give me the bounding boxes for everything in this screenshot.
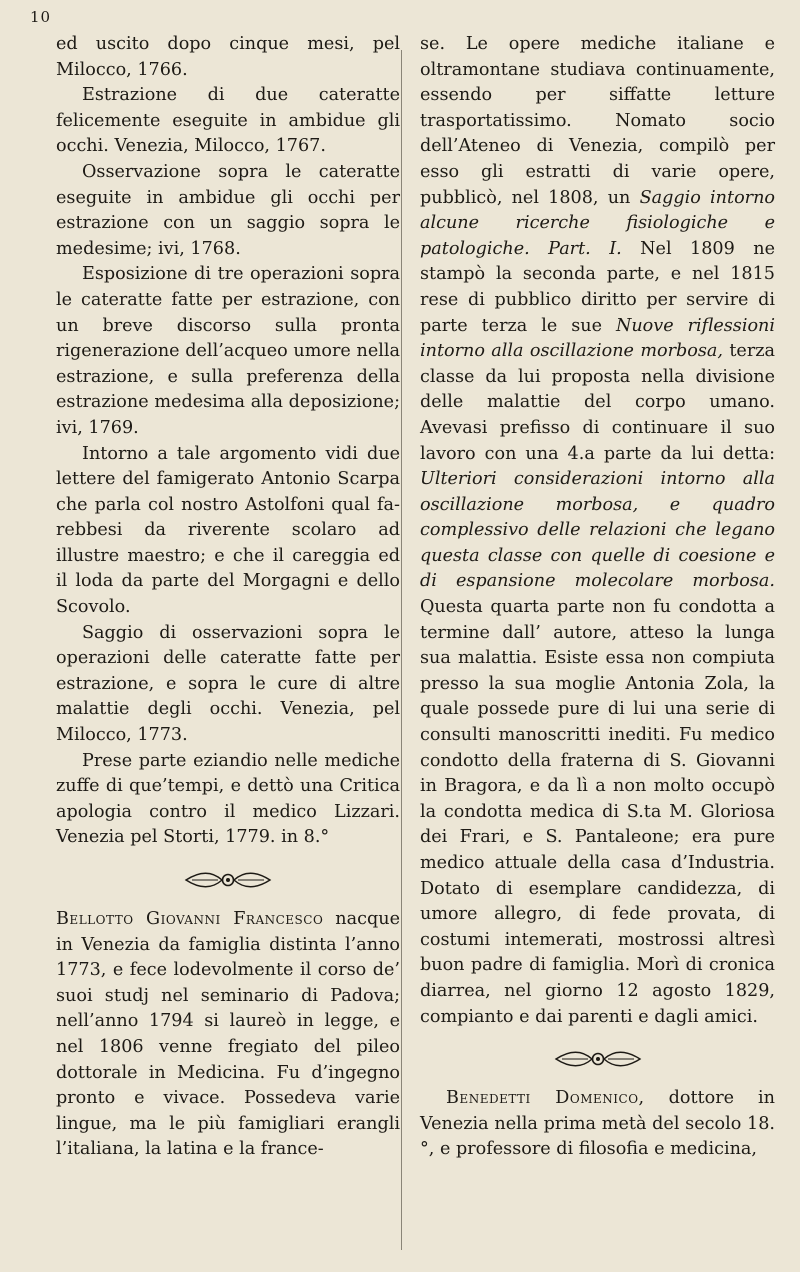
entry-benedetti xyxy=(420,1086,775,1163)
entry-text: terza classe da lui proposta nella divisione delle malattie del corpo umano. Avevasi prefisso di continuare il suo lavoro con una 4.a parte da lui detta: xyxy=(420,341,775,464)
paragraph: Esposizione di tre operazioni sopra le cateratte fatte per estrazione, con un breve discorso sulla pronta rigenerazione dell’acqueo umore nella estrazione, e sulla preferenza della estrazione medesima alla deposizione; ivi, 1769. xyxy=(56,264,400,438)
left-column xyxy=(56,32,400,1163)
entry-bellotto xyxy=(56,907,400,1163)
work-title: Saggio intorno alcune ricerche fisiologiche e patologiche. Part. I. xyxy=(420,187,775,259)
entry-text: nacque in Venezia da famiglia distinta l’anno 1773, e fece lodevolmente il corso de’ suoi studj nel seminario di Padova; nell’anno 1794 si laureò in legge, e nel 1806 venne fregiato del pileo dottorale in Medicina. Fu d’ingegno pronto e vivace. Possedeva varie lingue, ma le più famigliari erangli l’italiana, la latina e la france- xyxy=(56,909,400,1160)
column-rule xyxy=(401,50,402,1250)
entry-name: Benedetti Domenico, xyxy=(446,1088,645,1109)
paragraph: ed uscito dopo cinque mesi, pel Milocco, 1766. xyxy=(56,34,400,80)
entry-continuation xyxy=(420,32,775,1030)
paragraph: Osservazione sopra le cateratte eseguite in ambidue gli occhi per estrazione con un saggio sopra le medesime; ivi, 1768. xyxy=(56,161,400,259)
entry-name: Bellotto Giovanni Francesco xyxy=(56,909,324,929)
paragraph: Intorno a tale argomento vidi due lettere del famigerato Antonio Scarpa che parla col nostro Astolfoni qual fa-rebbesi da riverente scolaro ad illustre maestro; e che il careggia ed il loda da parte del Morgagni e dello Scovolo. xyxy=(56,443,400,618)
paragraph: Prese parte eziandio nelle mediche zuffe di que’tempi, e dettò una Critica apologia contro il medico Lizzari. Venezia pel Storti, 1779. in 8.° xyxy=(56,750,400,848)
page-number: 10 xyxy=(30,8,52,26)
entry-text: se. Le opere mediche italiane e oltramontane studiava continuamente, essendo per siffatte letture trasportatissimo. Nomato socio dell’Ateneo di Venezia, compilò per esso gli estratti di varie opere, pubblicò, nel 1808, un xyxy=(420,34,775,208)
ornament-divider-icon xyxy=(182,869,274,891)
entry-text: Questa quarta parte non fu condotta a termine dall’ autore, atteso la lunga sua malattia. Esiste essa non compiuta presso la sua moglie Antonia Zola, la quale possede pure di lui una serie di consulti manoscritti inediti. Fu medico condotto della fraterna di S. Giovanni in Bragora, e da lì a non molto occupò la condotta medica di S.ta M. Gloriosa dei Frari, e S. Pantaleone; era pure medico attuale della casa d’Industria. Dotato di esemplare candidezza, di umore allegro, di fede provata, di costumi intemerati, mostrossi altresì buon padre di famiglia. Morì di cronica diarrea, nel giorno 12 agosto 1829, compianto e dai parenti e dagli amici. xyxy=(420,597,775,1027)
work-title: Ulteriori considerazioni intorno alla oscillazione morbosa, e quadro complessivo delle relazioni che legano questa classe con quelle di coesione e di espansione molecolare morbosa. xyxy=(420,469,775,592)
ornament-divider-icon xyxy=(552,1048,644,1070)
entry-text: dottore in Venezia nella prima metà del secolo 18.°, e professore di filosofia e medicina, xyxy=(420,1088,775,1160)
paragraph: Saggio di osservazioni sopra le operazioni delle cateratte fatte per estrazione, e sopra le cure di altre malattie degli occhi. Venezia, pel Milocco, 1773. xyxy=(56,622,400,746)
entry-text: Nel 1809 ne stampò la seconda parte, e nel 1815 rese di pubblico diritto per servire di parte terza le sue xyxy=(420,238,775,336)
right-column xyxy=(420,32,775,1163)
work-title: Nuove riflessioni intorno alla oscillazione morbosa, xyxy=(420,315,775,362)
paragraph: Estrazione di due cateratte felicemente eseguite in ambidue gli occhi. Venezia, Milocco, 1767. xyxy=(56,85,400,157)
